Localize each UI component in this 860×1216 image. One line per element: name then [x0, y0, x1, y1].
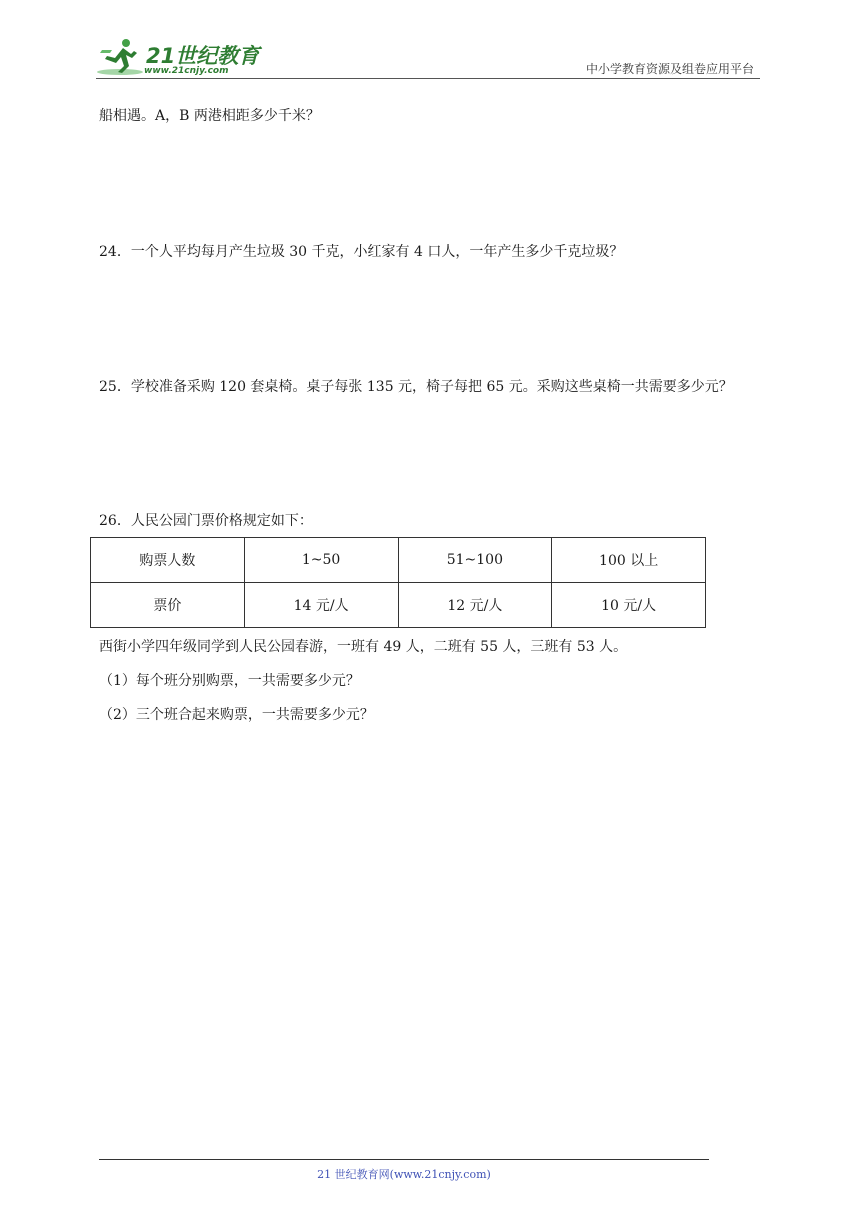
- header-divider: [96, 78, 760, 79]
- runner-logo-icon: [96, 36, 146, 76]
- table-cell: 14 元/人: [244, 583, 398, 628]
- question-26-subquestion-1: （1）每个班分别购票，一共需要多少元？: [99, 673, 360, 689]
- page-header: [96, 28, 760, 80]
- logo: [96, 36, 266, 76]
- header-platform-text: 中小学教育资源及组卷应用平台: [585, 62, 754, 76]
- page-footer: 21 世纪教育网(www.21cnjy.com): [317, 1168, 491, 1181]
- logo-text: 21世纪教育: [146, 44, 260, 68]
- question-24: 24．一个人平均每月产生垃圾 30 千克，小红家有 4 口人，一年产生多少千克垃圾？: [99, 244, 624, 260]
- question-26-intro: 26．人民公园门票价格规定如下：: [99, 513, 313, 529]
- logo-url: www.21cnjy.com: [144, 66, 229, 76]
- table-cell: 51~100: [398, 538, 552, 583]
- footer-divider: [99, 1159, 709, 1160]
- table-cell: 12 元/人: [398, 583, 552, 628]
- table-cell: 10 元/人: [552, 583, 706, 628]
- table-cell: 票价: [91, 583, 245, 628]
- ticket-price-table: [90, 537, 706, 628]
- table-row: [91, 538, 706, 583]
- question-26-subquestion-2: （2）三个班合起来购票，一共需要多少元？: [99, 707, 374, 723]
- table-cell: 1~50: [244, 538, 398, 583]
- table-cell: 购票人数: [91, 538, 245, 583]
- question-23-continuation: 船相遇。A，B 两港相距多少千米？: [99, 108, 320, 124]
- question-26-description: 西街小学四年级同学到人民公园春游，一班有 49 人，二班有 55 人，三班有 53 人。: [99, 639, 628, 655]
- question-25: 25．学校准备采购 120 套桌椅。桌子每张 135 元，椅子每把 65 元。采购这些桌椅一共需要多少元？: [99, 379, 733, 395]
- table-row: [91, 583, 706, 628]
- table-cell: 100 以上: [552, 538, 706, 583]
